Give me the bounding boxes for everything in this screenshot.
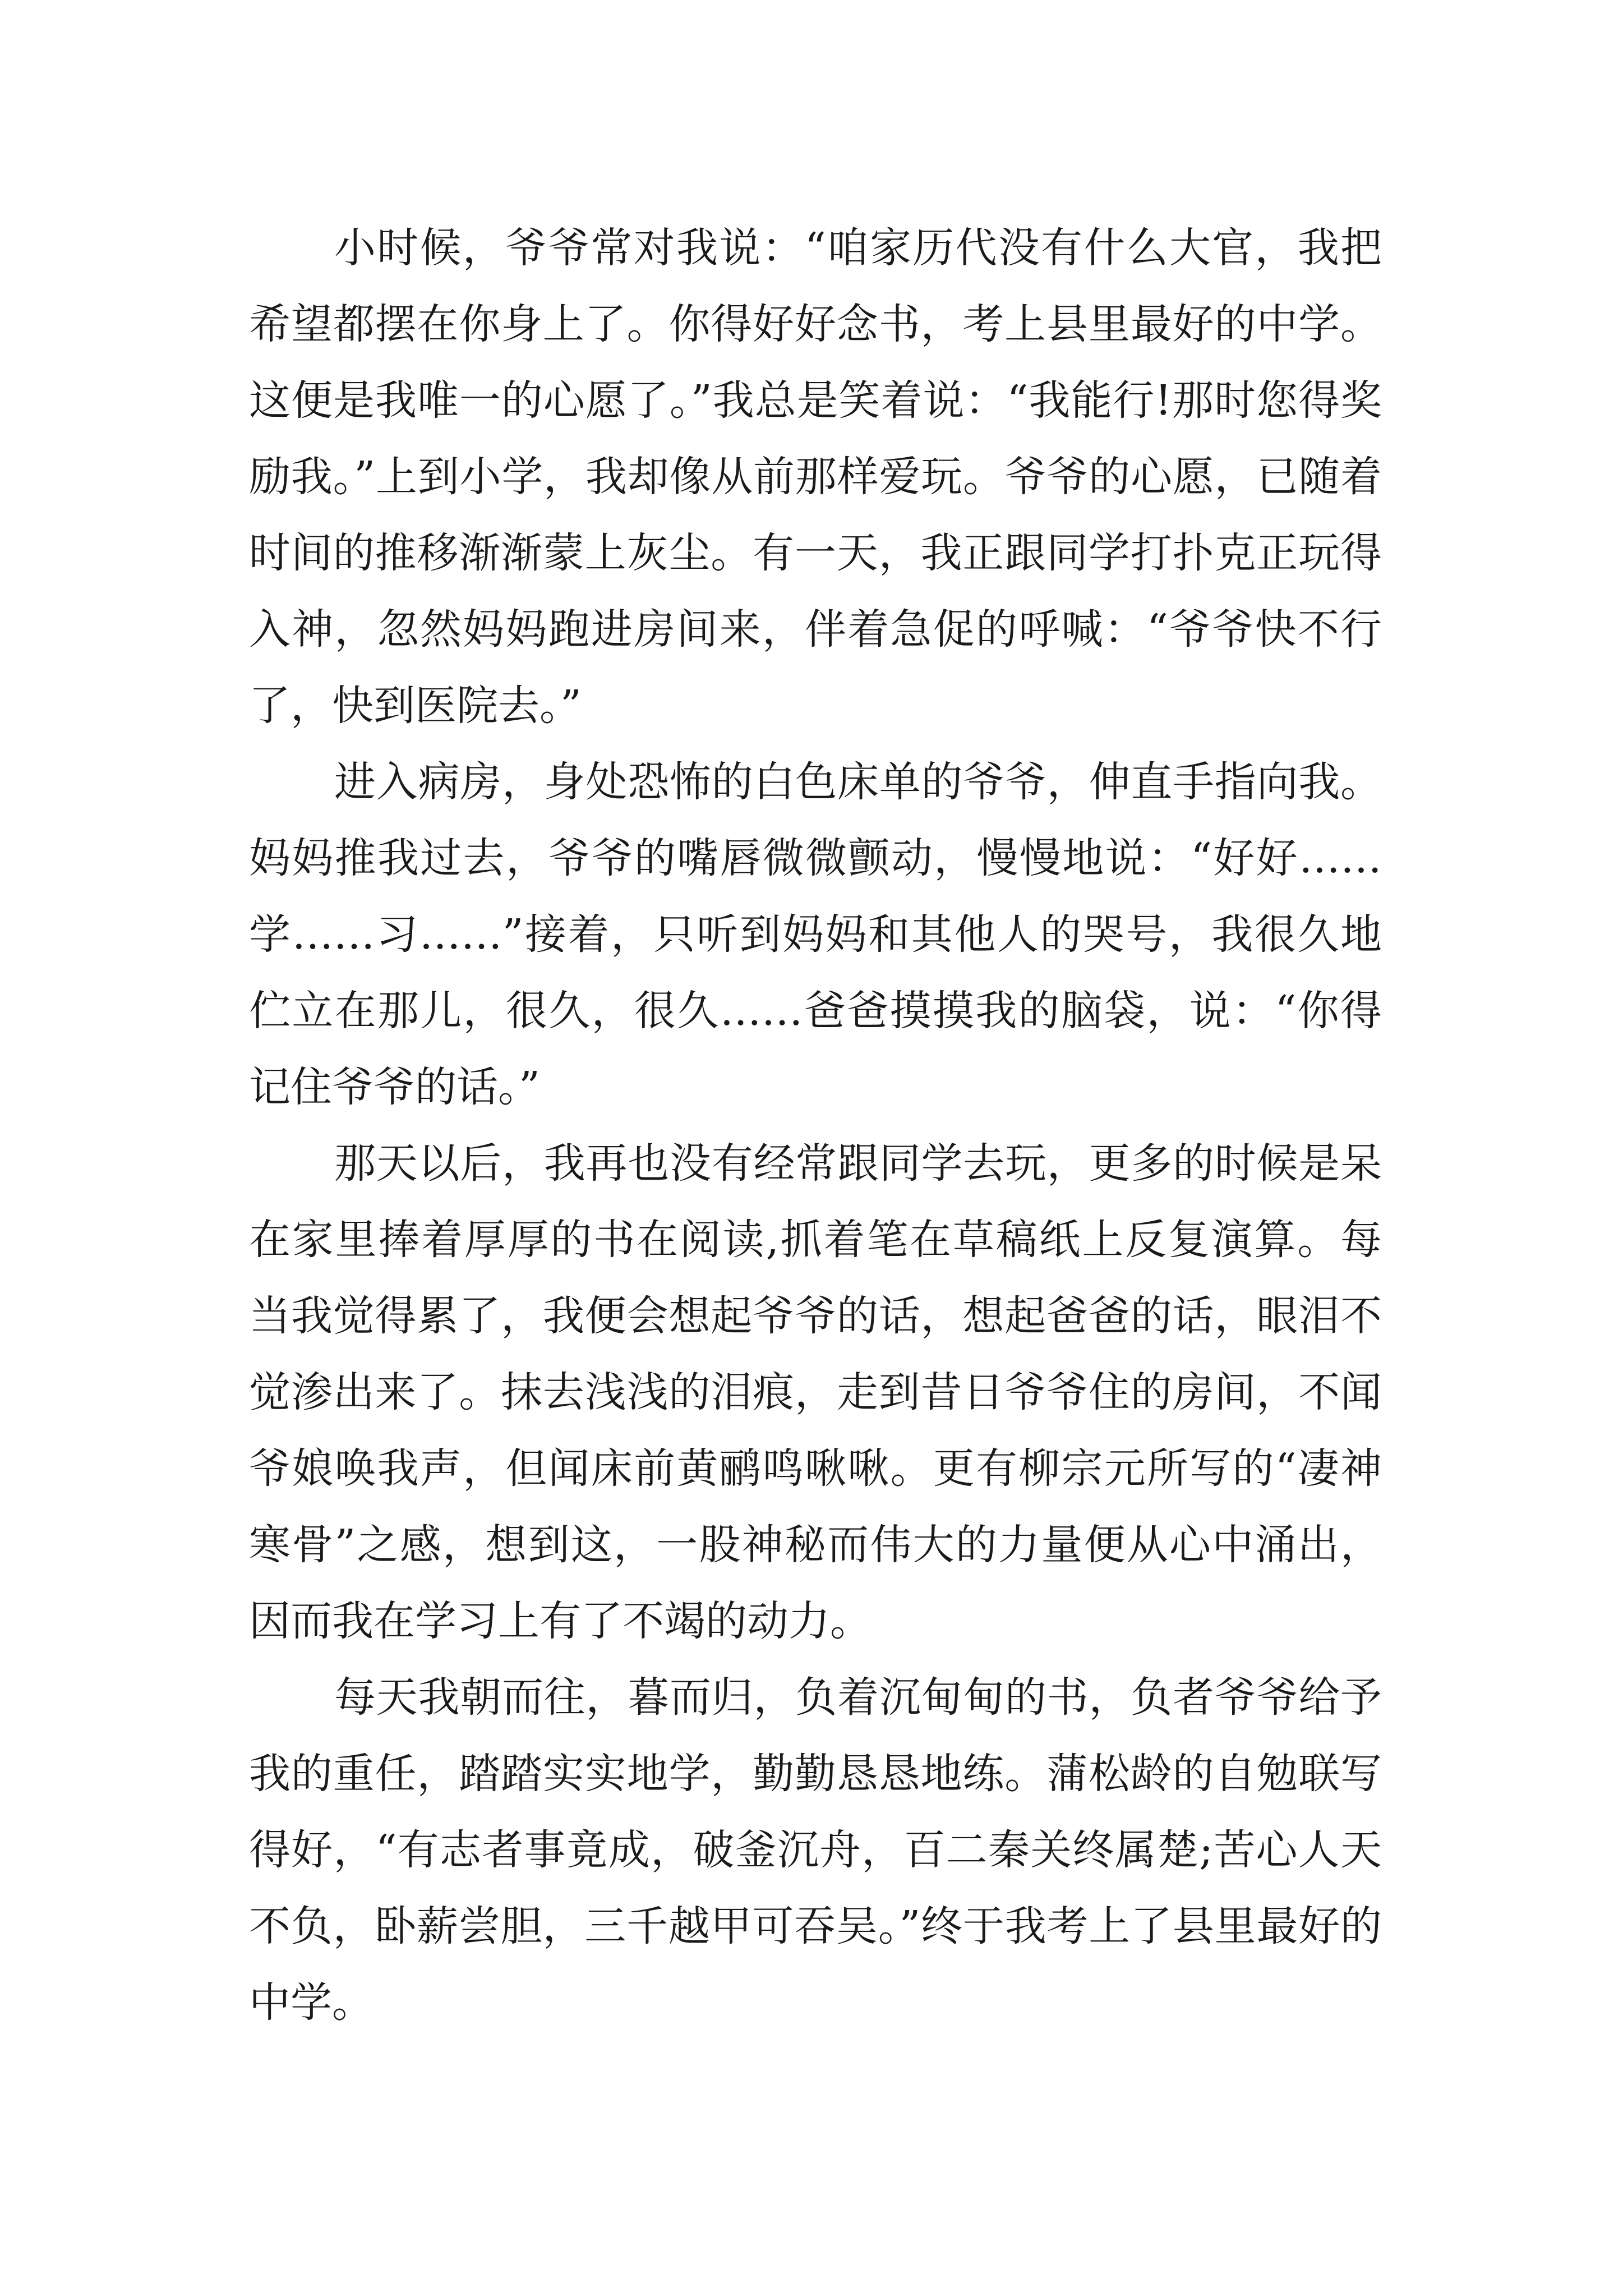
paragraph-2: 进入病房，身处恐怖的白色床单的爷爷，伸直手指向我。妈妈推我过去，爷爷的嘴唇微微颤动，慢慢地说：“好好……学……习……”接着，只听到妈妈和其他人的哭号，我很久地伫立在那儿，很久，很久……爸爸摸摸我的脑袋，说：“你得记住爷爷的话。”	[249, 758, 1382, 1111]
article-body	[249, 210, 1382, 2041]
paragraph-3: 那天以后，我再也没有经常跟同学去玩，更多的时候是呆在家里捧着厚厚的书在阅读,抓着笔在草稿纸上反复演算。每当我觉得累了，我便会想起爷爷的话，想起爸爸的话，眼泪不觉渗出来了。抹去浅浅的泪痕，走到昔日爷爷住的房间，不闻爷娘唤我声，但闻床前黄鹂鸣啾啾。更有柳宗元所写的“凄神寒骨”之感，想到这，一股神秘而伟大的力量便从心中涌出，因而我在学习上有了不竭的动力。	[249, 1139, 1382, 1645]
paragraph-4: 每天我朝而往，暮而归，负着沉甸甸的书，负者爷爷给予我的重任，踏踏实实地学，勤勤恳恳地练。蒲松龄的自勉联写得好，“有志者事竟成，破釜沉舟，百二秦关终属楚;苦心人天不负，卧薪尝胆，三千越甲可吞吴。”终于我考上了县里最好的中学。	[249, 1673, 1382, 2027]
paragraph-1: 小时候，爷爷常对我说：“咱家历代没有什么大官，我把希望都摆在你身上了。你得好好念书，考上县里最好的中学。这便是我唯一的心愿了。”我总是笑着说：“我能行!那时您得奖励我。”上到小学，我却像从前那样爱玩。爷爷的心愿，已随着时间的推移渐渐蒙上灰尘。有一天，我正跟同学打扑克正玩得入神，忽然妈妈跑进房间来，伴着急促的呼喊：“爷爷快不行了，快到医院去。”	[249, 224, 1382, 730]
